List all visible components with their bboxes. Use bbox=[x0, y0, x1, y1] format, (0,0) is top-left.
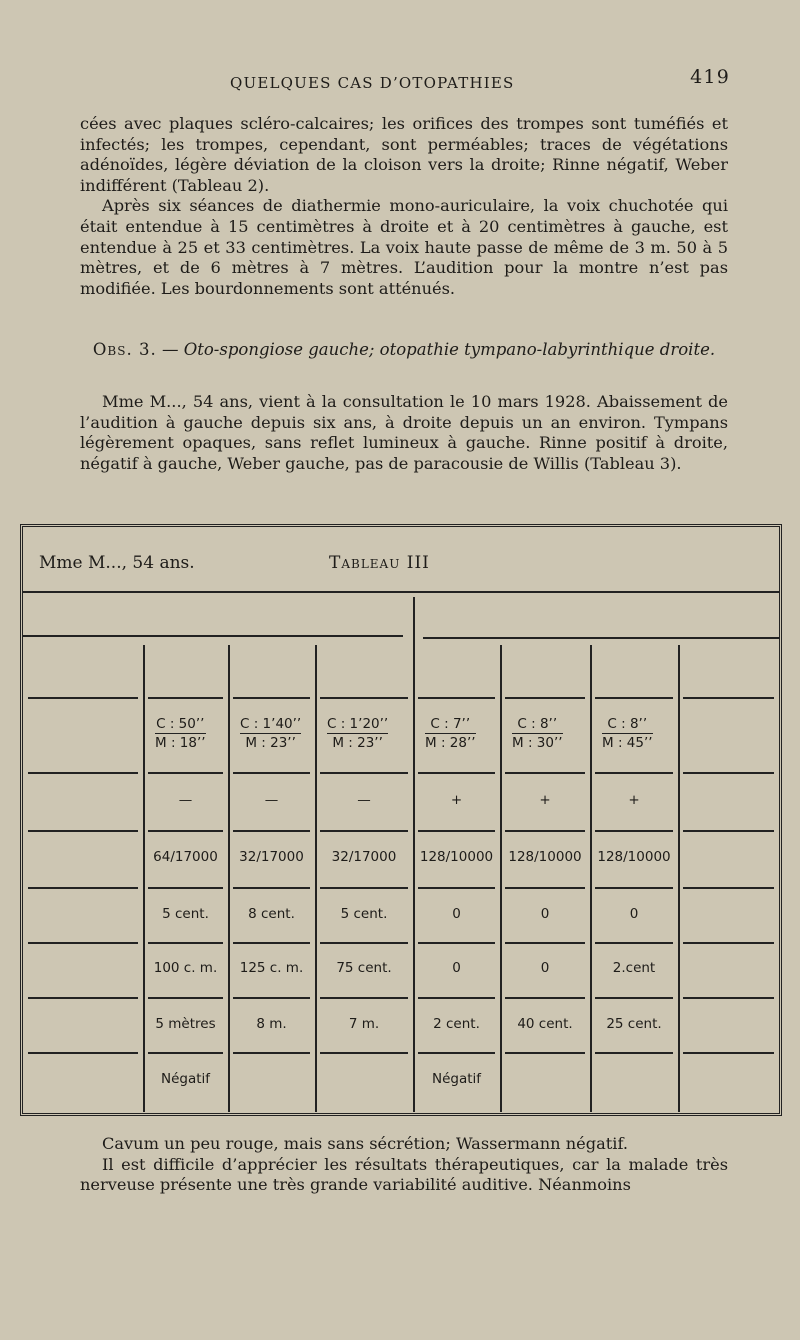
rule bbox=[143, 645, 145, 1112]
rule bbox=[595, 830, 673, 832]
rule bbox=[590, 645, 592, 1112]
rule bbox=[28, 1052, 138, 1054]
rule bbox=[683, 942, 774, 944]
observation-heading bbox=[80, 340, 728, 360]
rule bbox=[28, 830, 138, 832]
table-cell: — bbox=[178, 792, 193, 808]
table-cell: 40 cent. bbox=[517, 1016, 573, 1032]
table-cell: 8 m. bbox=[256, 1016, 287, 1032]
page-header bbox=[80, 66, 730, 96]
rule bbox=[505, 942, 585, 944]
rule bbox=[320, 997, 408, 999]
rule bbox=[315, 645, 317, 1112]
paragraph-text: cées avec plaques scléro-calcaires; les orifices des trompes sont tuméfiés et infectés; les trompes, cependant, sont perméables; traces de végétations adénoïdes, légère déviation de la cloison vers la droite; Rinne négatif, Weber indifférent (Tableau 2). bbox=[80, 114, 728, 195]
paragraph-text: Il est difficile d’apprécier les résultats thérapeutiques, car la malade très nerveuse présente une très grande variabilité auditive. Néanmoins bbox=[80, 1154, 728, 1195]
rule bbox=[418, 887, 495, 889]
rule bbox=[148, 830, 223, 832]
rule bbox=[423, 637, 779, 639]
rule bbox=[683, 887, 774, 889]
table-cell: 0 bbox=[452, 906, 461, 922]
observation-title: — Oto-spongiose gauche; otopathie tympano-labyrinthique droite. bbox=[161, 340, 716, 359]
rule bbox=[595, 942, 673, 944]
rule bbox=[233, 772, 310, 774]
rule bbox=[418, 830, 495, 832]
rule bbox=[683, 997, 774, 999]
table-cell: Négatif bbox=[431, 1071, 482, 1087]
table-cell: 7 m. bbox=[348, 1016, 380, 1032]
rule bbox=[320, 942, 408, 944]
paragraph-text: Après six séances de diathermie mono-auriculaire, la voix chuchotée qui était entendue à 15 centimètres à droite et à 20 centimètres à gauche, est entendue à 25 et 33 centimètres. La voix haute passe de même de 3 m. 50 à 5 mètres, et de 6 mètres à 7 mètres. L’audition pour la montre n’est pas modifiée. Les bourdonnements sont atténués. bbox=[80, 196, 728, 298]
rule bbox=[148, 1052, 223, 1054]
rule bbox=[595, 887, 673, 889]
table-cell: C : 8’’ M : 45’’ bbox=[602, 716, 653, 751]
rule bbox=[595, 772, 673, 774]
rule bbox=[148, 697, 223, 699]
paragraph-text: Cavum un peu rouge, mais sans sécrétion; Wassermann négatif. bbox=[102, 1134, 629, 1153]
table-person: Mme M..., 54 ans. bbox=[39, 553, 195, 573]
running-title: QUELQUES CAS D’OTOPATHIES bbox=[230, 74, 515, 92]
rule bbox=[595, 1052, 673, 1054]
rule bbox=[683, 830, 774, 832]
table-cell: 5 cent. bbox=[340, 906, 388, 922]
rule bbox=[683, 772, 774, 774]
rule bbox=[505, 1052, 585, 1054]
rule bbox=[505, 697, 585, 699]
rule bbox=[505, 997, 585, 999]
table-cell: — bbox=[264, 792, 279, 808]
table-cell: 32/17000 bbox=[331, 849, 397, 865]
table-cell: 64/17000 bbox=[153, 849, 218, 865]
rule bbox=[233, 697, 310, 699]
rule bbox=[678, 645, 680, 1112]
rule bbox=[320, 830, 408, 832]
rule bbox=[505, 887, 585, 889]
results-table bbox=[20, 524, 782, 1116]
table-cell: 125 c. m. bbox=[239, 960, 304, 976]
table-cell: Négatif bbox=[160, 1071, 211, 1087]
paragraph-continuation bbox=[80, 114, 728, 299]
rule bbox=[418, 1052, 495, 1054]
table-cell: — bbox=[357, 792, 371, 808]
table-cell: 128/10000 bbox=[508, 849, 582, 865]
rule bbox=[505, 772, 585, 774]
rule bbox=[500, 645, 502, 1112]
table-cell: C : 8’’ M : 30’’ bbox=[512, 716, 563, 751]
rule bbox=[148, 942, 223, 944]
table-cell: 100 c. m. bbox=[153, 960, 218, 976]
observation-label: Obs. 3. bbox=[92, 340, 157, 359]
table-cell: C : 7’’ M : 28’’ bbox=[425, 716, 476, 751]
table-cell: C : 50’’ M : 18’’ bbox=[155, 716, 206, 751]
rule bbox=[320, 1052, 408, 1054]
rule bbox=[683, 1052, 774, 1054]
rule bbox=[320, 697, 408, 699]
rule bbox=[418, 772, 495, 774]
rule bbox=[233, 1052, 310, 1054]
table-cell: 5 cent. bbox=[162, 906, 209, 922]
table-cell: + bbox=[539, 792, 551, 808]
table-cell: C : 1’40’’ M : 23’’ bbox=[240, 716, 302, 751]
table-cell: 8 cent. bbox=[248, 906, 295, 922]
rule bbox=[418, 942, 495, 944]
rule bbox=[148, 997, 223, 999]
rule bbox=[683, 697, 774, 699]
rule bbox=[233, 830, 310, 832]
paragraph-text: Mme M..., 54 ans, vient à la consultation le 10 mars 1928. Abaissement de l’audition à gauche depuis six ans, à droite depuis un an environ. Tympans légèrement opaques, sans reflet lumineux à gauche. Rinne positif à droite, négatif à gauche, Weber gauche, pas de paracousie de Willis (Tableau 3). bbox=[80, 392, 728, 473]
rule bbox=[28, 887, 138, 889]
rule bbox=[23, 635, 403, 637]
rule bbox=[505, 830, 585, 832]
table-cell: 128/10000 bbox=[597, 849, 671, 865]
rule bbox=[418, 697, 495, 699]
rule bbox=[23, 591, 779, 593]
rule bbox=[320, 772, 408, 774]
table-cell: + bbox=[450, 792, 463, 808]
rule bbox=[595, 997, 673, 999]
rule bbox=[148, 772, 223, 774]
table-cell: 2.cent bbox=[612, 960, 656, 976]
rule bbox=[28, 697, 138, 699]
table-cell: 32/17000 bbox=[239, 849, 304, 865]
rule bbox=[148, 887, 223, 889]
rule bbox=[418, 997, 495, 999]
table-cell: 128/10000 bbox=[419, 849, 494, 865]
table-cell: 75 cent. bbox=[336, 960, 392, 976]
table-cell: + bbox=[628, 792, 640, 808]
paragraph-case bbox=[80, 392, 728, 474]
paragraph-after-table bbox=[80, 1134, 728, 1196]
table-cell: 0 bbox=[540, 906, 550, 922]
rule bbox=[28, 772, 138, 774]
table-cell: 25 cent. bbox=[606, 1016, 662, 1032]
table-title: Tableau III bbox=[329, 553, 430, 573]
table-cell: 5 mètres bbox=[155, 1016, 216, 1032]
table-cell: 0 bbox=[629, 906, 639, 922]
rule bbox=[233, 942, 310, 944]
rule bbox=[233, 887, 310, 889]
table-cell: 0 bbox=[452, 960, 461, 976]
table-cell: 0 bbox=[540, 960, 550, 976]
rule bbox=[233, 997, 310, 999]
rule bbox=[28, 942, 138, 944]
rule bbox=[595, 697, 673, 699]
rule bbox=[28, 997, 138, 999]
table-cell: 2 cent. bbox=[433, 1016, 480, 1032]
page-number: 419 bbox=[690, 66, 730, 88]
table-cell: C : 1’20’’ M : 23’’ bbox=[327, 716, 389, 751]
rule bbox=[228, 645, 230, 1112]
rule bbox=[320, 887, 408, 889]
